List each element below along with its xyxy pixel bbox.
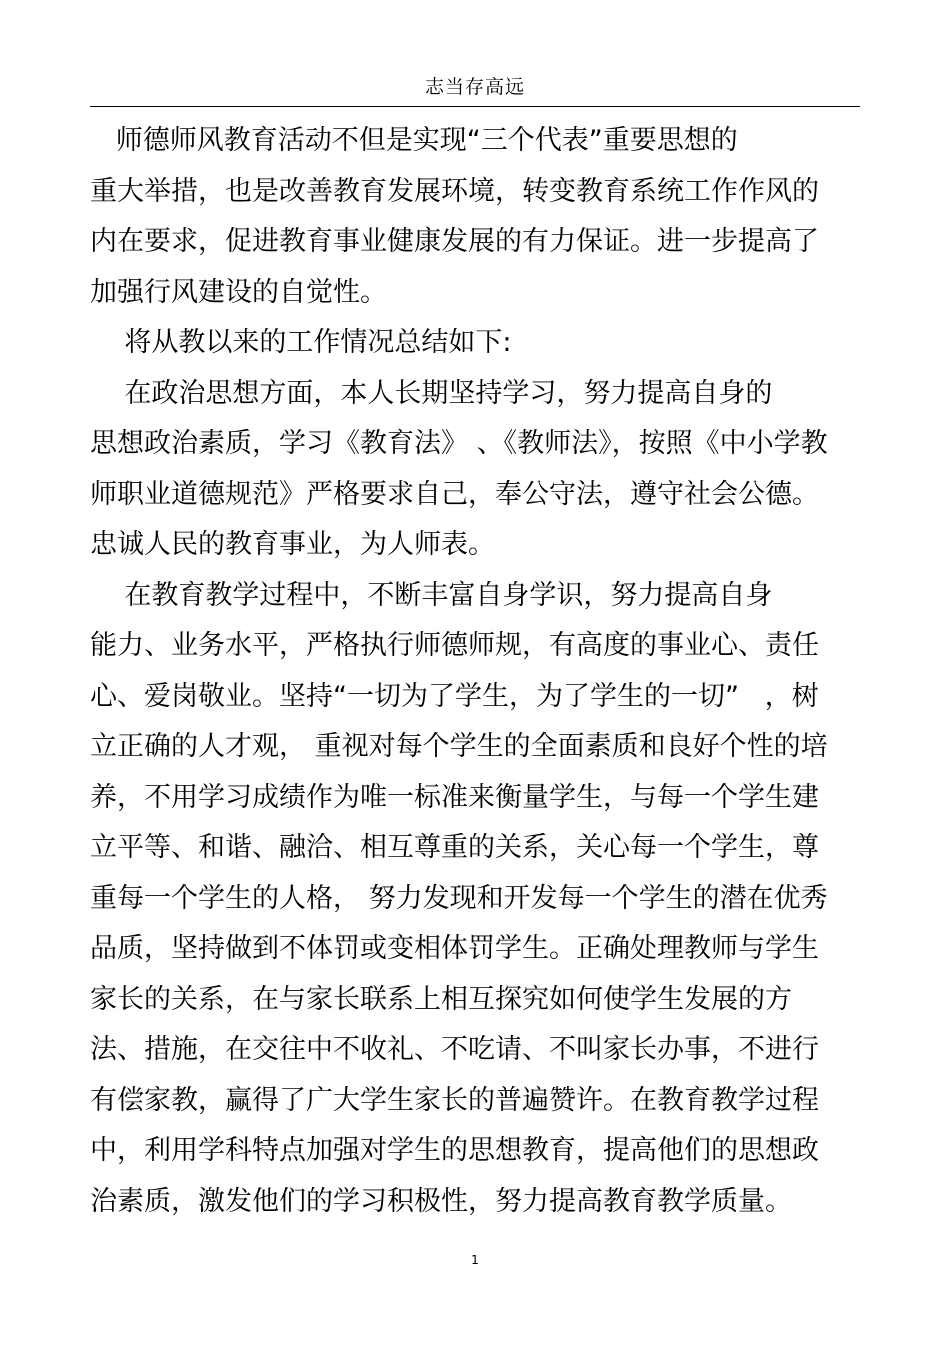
text-line: 思想政治素质，学习《教育法》 、《教师法》，按照《中小学教 [90, 428, 828, 459]
text-line: 有偿家教，赢得了广大学生家长的普遍赞许。在教育教学过程 [90, 1084, 819, 1116]
text-line: 师德师风教育活动不但是实现“三个代表”重要思想的 [90, 125, 738, 156]
text-line: 立正确的人才观， 重视对每个学生的全面素质和良好个性的培 [90, 731, 828, 762]
text-line: 养，不用学习成绩作为唯一标准来衡量学生，与每一个学生建 [90, 781, 819, 813]
text-line: 能力、业务水平，严格执行师德师规，有高度的事业心、责任 [90, 630, 819, 661]
text-line: 加强行风建设的自觉性。 [90, 276, 387, 308]
document-body [90, 116, 860, 1227]
text-line: 中，利用学科特点加强对学生的思想教育，提高他们的思想政 [90, 1135, 819, 1166]
text-line: 在教育教学过程中，不断丰富自身学识，努力提高自身 [90, 579, 773, 611]
page-header [90, 72, 860, 107]
text-line: 治素质，激发他们的学习积极性，努力提高教育教学质量。 [90, 1185, 792, 1217]
text-line: 忠诚人民的教育事业，为人师表。 [90, 529, 495, 560]
page-number: 1 [471, 1253, 479, 1267]
text-line: 心、爱岗敬业。坚持“一切为了学生，为了学生的一切” ，树 [90, 680, 819, 712]
text-line: 立平等、和谐、融洽、相互尊重的关系，关心每一个学生，尊 [90, 832, 819, 863]
text-line: 品质，坚持做到不体罚或变相体罚学生。正确处理教师与学生 [90, 933, 819, 964]
text-line: 重每一个学生的人格， 努力发现和开发每一个学生的潜在优秀 [90, 882, 828, 914]
text-line: 法、措施，在交往中不收礼、不吃请、不叫家长办事，不进行 [90, 1034, 819, 1065]
header-title: 志当存高远 [424, 76, 525, 98]
text-line: 重大举措，也是改善教育发展环境，转变教育系统工作作风的 [90, 175, 819, 207]
text-line: 内在要求，促进教育事业健康发展的有力保证。进一步提高了 [90, 226, 819, 257]
text-line: 将从教以来的工作情况总结如下: [90, 327, 512, 358]
text-line: 家长的关系，在与家长联系上相互探究如何使学生发展的方 [90, 983, 792, 1015]
text-line: 在政治思想方面，本人长期坚持学习，努力提高自身的 [90, 377, 773, 409]
text-line: 师职业道德规范》严格要求自己，奉公守法，遵守社会公德。 [90, 478, 819, 510]
